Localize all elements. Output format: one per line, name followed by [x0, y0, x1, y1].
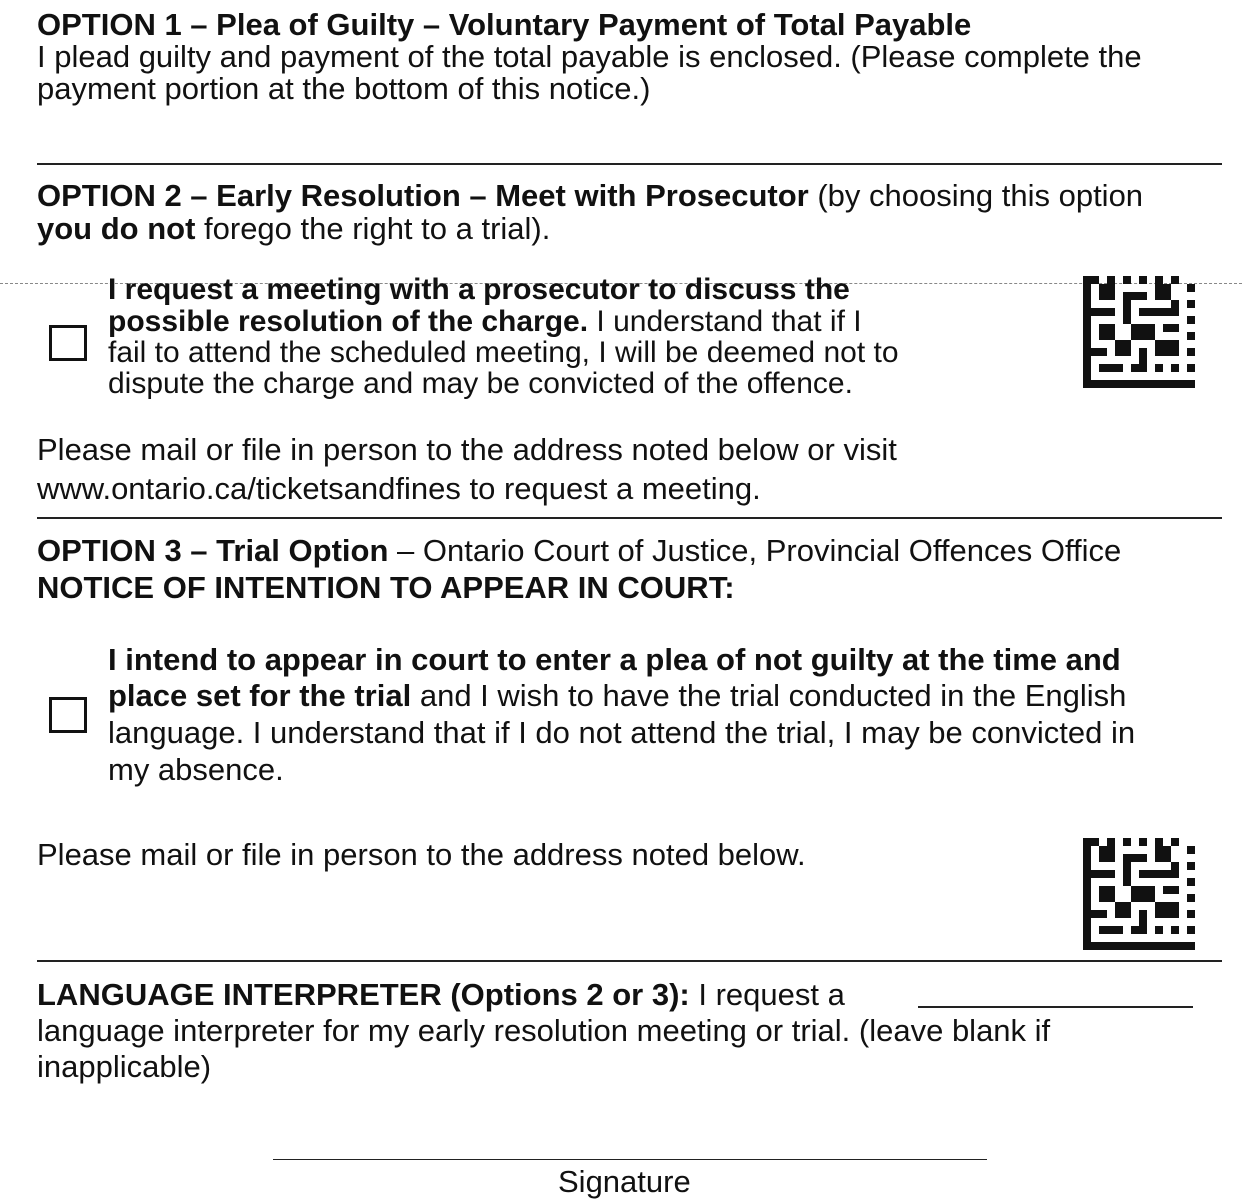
interpreter-language-field[interactable]	[918, 1006, 1193, 1008]
option2-request-line3: fail to attend the scheduled meeting, I will be deemed not to	[108, 336, 899, 369]
option3-checkbox[interactable]	[49, 697, 87, 733]
option2-request-line2-bold: possible resolution of the charge.	[108, 305, 589, 338]
option2-heading-rest: (by choosing this option	[808, 178, 1144, 213]
divider-option1	[37, 163, 1222, 165]
option3-heading-rest: – Ontario Court of Justice, Provincial Offences Office	[388, 533, 1122, 568]
option2-request-line4: dispute the charge and may be convicted of the offence.	[108, 367, 853, 400]
interpreter-line3: inapplicable)	[37, 1049, 212, 1084]
option1-text-line1: I plead guilty and payment of the total payable is enclosed. (Please complete the	[37, 39, 1142, 74]
interpreter-heading-rest: I request a	[689, 977, 845, 1012]
interpreter-heading-bold: LANGUAGE INTERPRETER (Options 2 or 3):	[37, 977, 690, 1012]
option2-subline-bold: you do not	[37, 211, 196, 246]
option2-checkbox[interactable]	[49, 325, 87, 361]
option1-heading: OPTION 1 – Plea of Guilty – Voluntary Payment of Total Payable	[37, 7, 972, 42]
option3-intend-line3: language. I understand that if I do not attend the trial, I may be convicted in	[108, 715, 1136, 750]
option2-datamatrix-barcode-icon	[1083, 276, 1195, 388]
option2-heading-bold: OPTION 2 – Early Resolution – Meet with Prosecutor	[37, 178, 809, 213]
option2-mail-line2: www.ontario.ca/ticketsandfines to request a meeting.	[37, 471, 761, 506]
interpreter-heading	[37, 978, 845, 1011]
option2-subline-rest: forego the right to a trial).	[195, 211, 551, 246]
divider-option3	[37, 960, 1222, 962]
option2-mail-line1: Please mail or file in person to the address noted below or visit	[37, 432, 897, 467]
option3-intend-line2-rest: and I wish to have the trial conducted in the English	[411, 678, 1127, 713]
option3-intend-line4: my absence.	[108, 752, 284, 787]
option2-subline	[37, 212, 550, 245]
option3-heading	[37, 534, 1121, 567]
option2-request-line2	[108, 305, 862, 338]
option3-heading-bold: OPTION 3 – Trial Option	[37, 533, 389, 568]
option2-request-line1: I request a meeting with a prosecutor to discuss the	[108, 273, 850, 306]
option3-mail-line: Please mail or file in person to the address noted below.	[37, 837, 806, 872]
option3-intend-line1: I intend to appear in court to enter a plea of not guilty at the time and	[108, 642, 1121, 677]
option3-notice: NOTICE OF INTENTION TO APPEAR IN COURT:	[37, 570, 735, 605]
option2-heading	[37, 179, 1143, 212]
option1-text-line2: payment portion at the bottom of this notice.)	[37, 71, 651, 106]
option3-intend-line2-bold: place set for the trial	[108, 678, 412, 713]
interpreter-line2: language interpreter for my early resolution meeting or trial. (leave blank if	[37, 1013, 1051, 1048]
option2-request-line2-rest: I understand that if I	[588, 305, 862, 338]
option3-datamatrix-barcode-icon	[1083, 838, 1195, 950]
signature-field[interactable]	[273, 1159, 987, 1160]
signature-label: Signature	[558, 1164, 691, 1199]
option3-intend-line2	[108, 679, 1126, 712]
divider-option2	[37, 517, 1222, 519]
